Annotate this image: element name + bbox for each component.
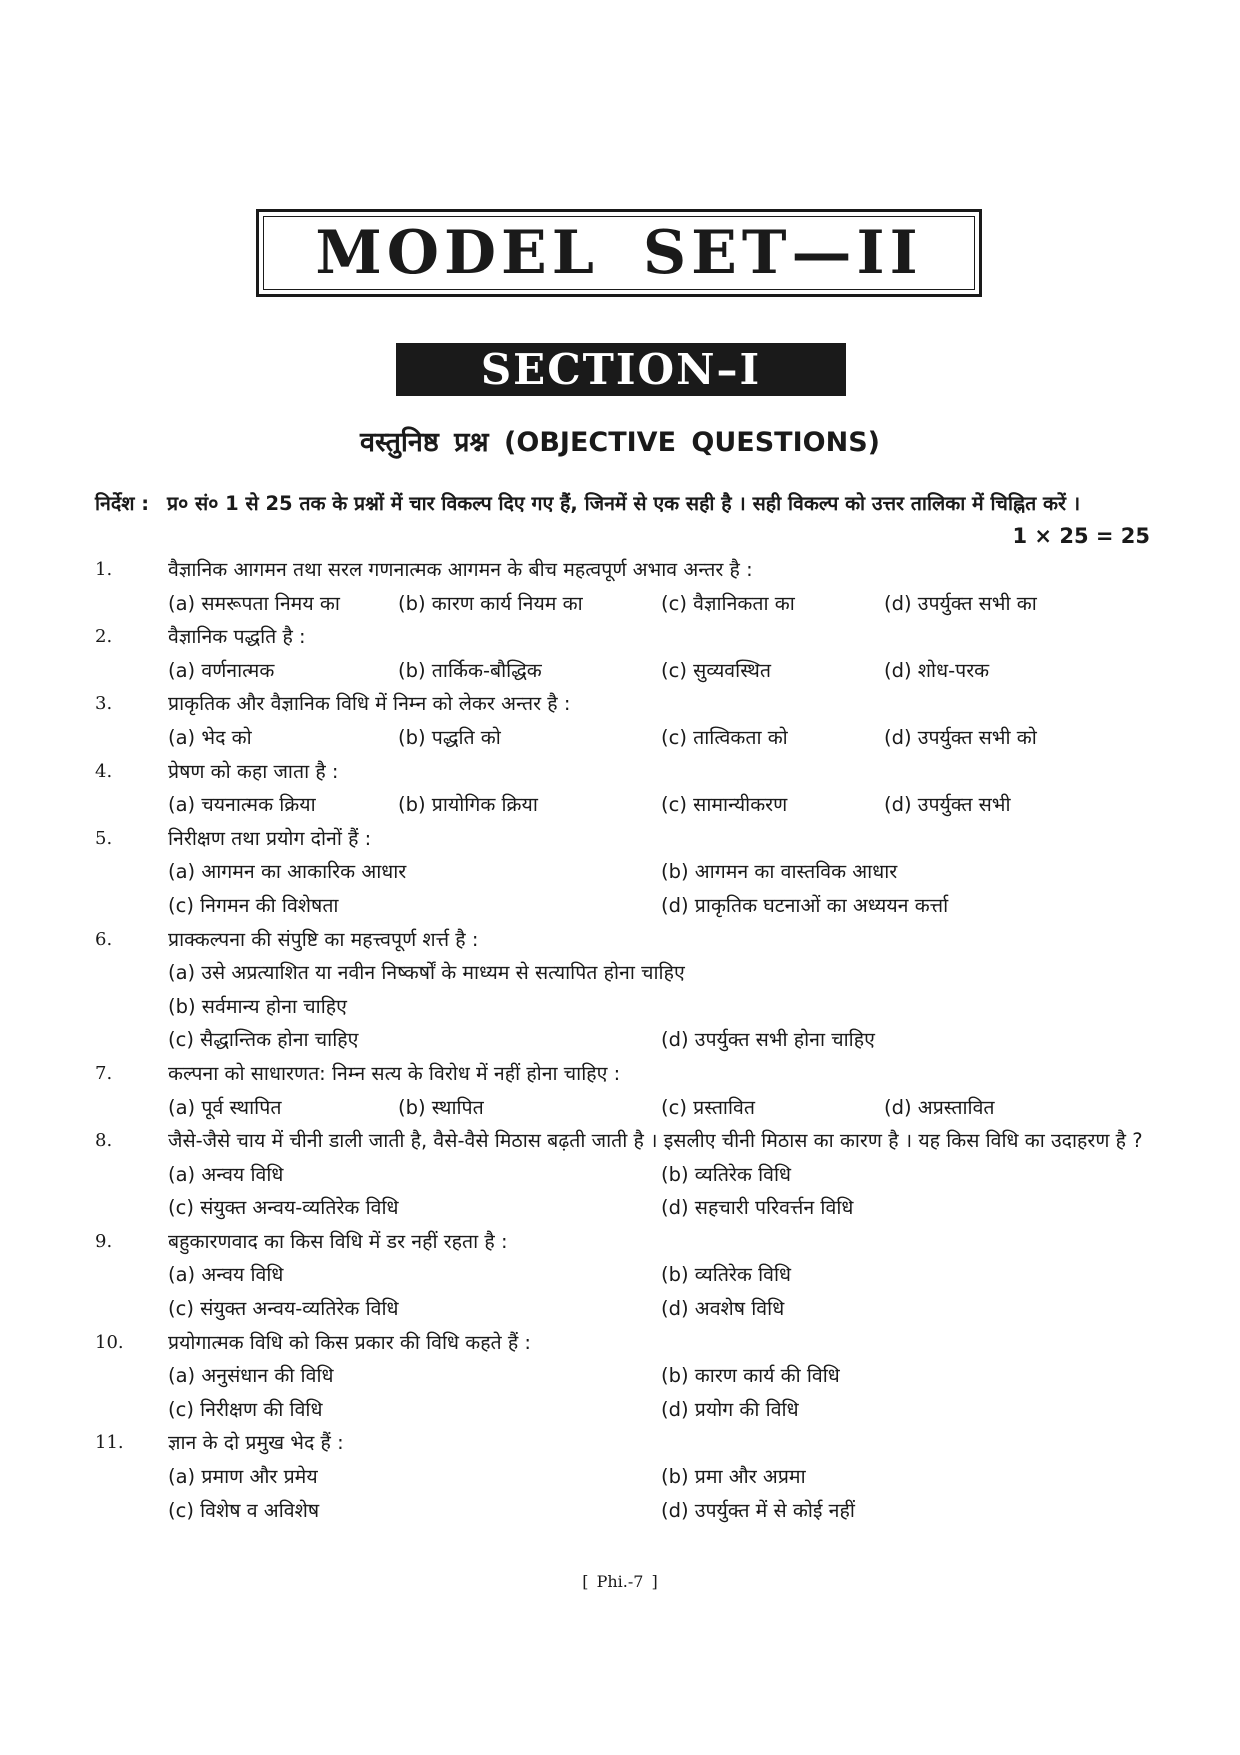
- option: (b) कारण कार्य की विधि: [661, 1364, 840, 1388]
- option: (b) सर्वमान्य होना चाहिए: [168, 994, 347, 1018]
- question-list: [95, 553, 1150, 1527]
- option: (b) व्यतिरेक विधि: [661, 1263, 792, 1287]
- question-item: [95, 620, 1150, 687]
- option: (a) समरूपता निमय का: [168, 591, 340, 615]
- section-banner: SECTION–I: [396, 343, 846, 396]
- marks-scheme: 1 × 25 = 25: [1012, 524, 1150, 548]
- option: (c) सैद्धान्तिक होना चाहिए: [168, 1028, 359, 1052]
- option: (c) निगमन की विशेषता: [168, 893, 339, 917]
- option-group: [168, 721, 1150, 755]
- title-box: [256, 209, 982, 297]
- option: (a) चयनात्मक क्रिया: [168, 793, 316, 817]
- question-text: कल्पना को साधारणत: निम्न सत्य के विरोध में नहीं होना चाहिए :: [168, 1061, 621, 1085]
- question-number: 6.: [95, 928, 113, 950]
- question-number: 9.: [95, 1230, 113, 1252]
- page-title: MODEL SET—II: [315, 218, 923, 288]
- question-number: 11.: [95, 1432, 124, 1454]
- question-text: बहुकारणवाद का किस विधि में डर नहीं रहता है :: [168, 1229, 508, 1253]
- option: (c) वैज्ञानिकता का: [661, 591, 795, 615]
- question-number: 7.: [95, 1062, 113, 1084]
- option: (b) व्यतिरेक विधि: [661, 1162, 792, 1186]
- question-text: वैज्ञानिक आगमन तथा सरल गणनात्मक आगमन के बीच महत्वपूर्ण अभाव अन्तर है :: [168, 558, 753, 581]
- option: (d) शोध-परक: [884, 658, 990, 682]
- option: (c) संयुक्त अन्वय-व्यतिरेक विधि: [168, 1297, 399, 1321]
- option: (b) तार्किक-बौद्धिक: [398, 658, 542, 682]
- question-text: निरीक्षण तथा प्रयोग दोनों हैं :: [168, 826, 372, 850]
- option-group: [168, 1091, 1150, 1125]
- option: (a) अन्वय विधि: [168, 1162, 284, 1186]
- option-group: [168, 1359, 1150, 1426]
- question-item: [95, 1124, 1150, 1225]
- option-group: [168, 1158, 1150, 1225]
- page-number: [ Phi.-7 ]: [582, 1572, 658, 1591]
- question-item: [95, 1057, 1150, 1124]
- question-item: [95, 1326, 1150, 1427]
- option: (a) पूर्व स्थापित: [168, 1095, 282, 1119]
- option-group: [168, 1023, 1150, 1057]
- option: (a) प्रमाण और प्रमेय: [168, 1465, 318, 1489]
- question-number: 2.: [95, 626, 113, 648]
- directive-label: निर्देश :: [95, 492, 150, 515]
- option: (a) अन्वय विधि: [168, 1263, 284, 1287]
- question-text: प्रेषण को कहा जाता है :: [168, 759, 339, 783]
- option: (c) तात्विकता को: [661, 725, 788, 749]
- option: (b) आगमन का वास्तविक आधार: [661, 860, 898, 884]
- option-group: [168, 654, 1150, 688]
- option-group: [168, 855, 1150, 922]
- option-group: [168, 956, 1150, 1023]
- option: (d) सहचारी परिवर्त्तन विधि: [661, 1196, 854, 1220]
- option: (a) अनुसंधान की विधि: [168, 1364, 334, 1388]
- option: (c) प्रस्तावित: [661, 1095, 755, 1119]
- option: (c) संयुक्त अन्वय-व्यतिरेक विधि: [168, 1196, 399, 1220]
- section-subheading: वस्तुनिष्ठ प्रश्न (OBJECTIVE QUESTIONS): [360, 427, 880, 458]
- question-text: वैज्ञानिक पद्धति है :: [168, 625, 306, 649]
- option: (b) पद्धति को: [398, 725, 501, 749]
- option-group: [168, 1258, 1150, 1325]
- question-number: 3.: [95, 693, 113, 715]
- question-item: [95, 923, 1150, 1057]
- option-group: [168, 1460, 1150, 1527]
- question-number: 4.: [95, 760, 113, 782]
- option: (c) सामान्यीकरण: [661, 793, 788, 817]
- option: (d) उपर्युक्त सभी होना चाहिए: [661, 1028, 875, 1052]
- option: (d) उपर्युक्त में से कोई नहीं: [661, 1498, 855, 1522]
- question-item: [95, 1426, 1150, 1527]
- option: (b) कारण कार्य नियम का: [398, 591, 583, 615]
- option-group: [168, 587, 1150, 621]
- question-text: जैसे-जैसे चाय में चीनी डाली जाती है, वैसे-वैसे मिठास बढ़ती जाती है । इसलीए चीनी मिठास का कारण है । यह किस विधि का उदाहरण है ?: [168, 1129, 1143, 1153]
- question-number: 10.: [95, 1331, 124, 1353]
- question-text: ज्ञान के दो प्रमुख भेद हैं :: [168, 1431, 344, 1455]
- question-number: 5.: [95, 827, 113, 849]
- question-item: [95, 553, 1150, 620]
- question-item: [95, 1225, 1150, 1326]
- option: (c) निरीक्षण की विधि: [168, 1397, 323, 1421]
- option: (d) अप्रस्तावित: [884, 1095, 995, 1119]
- option: (d) प्रयोग की विधि: [661, 1397, 799, 1421]
- option: (a) आगमन का आकारिक आधार: [168, 860, 407, 884]
- option: (d) उपर्युक्त सभी: [884, 793, 1011, 817]
- option: (d) प्राकृतिक घटनाओं का अध्ययन कर्त्ता: [661, 893, 949, 917]
- option: (b) प्रायोगिक क्रिया: [398, 793, 538, 817]
- option: (a) वर्णनात्मक: [168, 658, 275, 682]
- option: (b) प्रमा और अप्रमा: [661, 1465, 806, 1489]
- question-text: प्राक्कल्पना की संपुष्टि का महत्त्वपूर्ण शर्त्त है :: [168, 927, 479, 951]
- question-number: 1.: [95, 559, 113, 580]
- question-number: 8.: [95, 1130, 113, 1152]
- option: (c) सुव्यवस्थित: [661, 658, 771, 682]
- option: (a) भेद को: [168, 725, 252, 749]
- question-text: प्रयोगात्मक विधि को किस प्रकार की विधि कहते हैं :: [168, 1330, 531, 1354]
- option: (b) स्थापित: [398, 1095, 484, 1119]
- question-text: प्राकृतिक और वैज्ञानिक विधि में निम्न को लेकर अन्तर है :: [168, 692, 571, 716]
- question-item: [95, 687, 1150, 754]
- option: (d) उपर्युक्त सभी को: [884, 725, 1037, 749]
- option: (d) उपर्युक्त सभी का: [884, 591, 1037, 615]
- directive-text: प्र० सं० 1 से 25 तक के प्रश्नों में चार विकल्प दिए गए हैं, जिनमें से एक सही है । सही विकल्प को उत्तर तालिका में चिह्नित करें ।: [167, 492, 1081, 515]
- question-item: [95, 755, 1150, 822]
- question-item: [95, 822, 1150, 923]
- option: (d) अवशेष विधि: [661, 1297, 785, 1321]
- directive-block: [95, 488, 1150, 548]
- option: (a) उसे अप्रत्याशित या नवीन निष्कर्षों के माध्यम से सत्यापित होना चाहिए: [168, 961, 685, 985]
- option-group: [168, 788, 1150, 822]
- option: (c) विशेष व अविशेष: [168, 1498, 320, 1522]
